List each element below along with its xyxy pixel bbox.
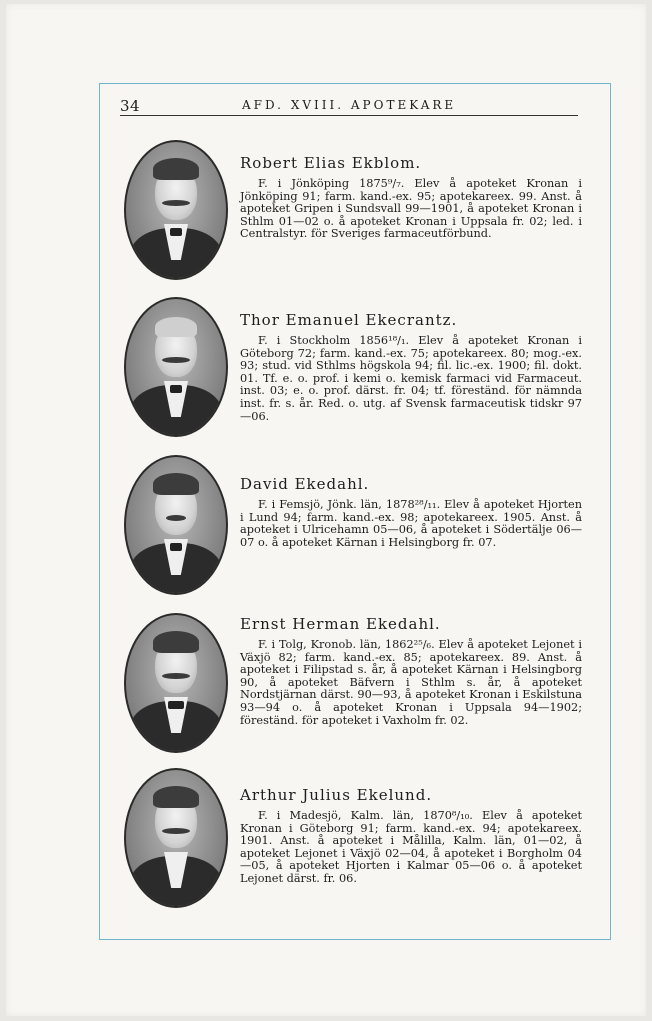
page-header: [120, 95, 578, 116]
person-biography: F. i Jönköping 1875⁹/₇. Elev å apoteket Kronan i Jönköping 91; farm. kand.-ex. 95; apotekareex. 99. Anst. å apoteket Gripen i Sundsvall 99—1901, å apoteket Kronan i Sthlm 01—02 o. å apoteket Kronan i Uppsala fr. 02; led. i Centralstyr. för Sveriges farmaceutförbund.: [240, 177, 582, 241]
portrait-photo: [124, 768, 228, 908]
person-biography: F. i Femsjö, Jönk. län, 1878²⁸/₁₁. Elev å apoteket Hjorten i Lund 94; farm. kand.-ex. 98; apotekareex. 1905. Anst. å apoteket i Ulricehamn 05—06, å apoteket i Södertälje 06—07 o. å apoteket Kärnan i Helsingborg fr. 07.: [240, 498, 582, 549]
person-biography: F. i Madesjö, Kalm. län, 1870⁸/₁₀. Elev å apoteket Kronan i Göteborg 91; farm. kand.-ex. 94; apotekareex. 1901. Anst. å apoteket i Målilla, Kalm. län, 01—02, å apoteket Lejonet i Växjö 02—04, å apoteket i Borgholm 04—05, å apoteket Hjorten i Kalmar 05—06 o. å apoteket Lejonet därst. fr. 06.: [240, 809, 582, 885]
page-number: 34: [120, 97, 141, 115]
person-biography: F. i Stockholm 1856¹⁸/₁. Elev å apoteket Kronan i Göteborg 72; farm. kand.-ex. 75; apotekareex. 80; mog.-ex. 93; stud. vid Sthlms högskola 94; fil. lic.-ex. 1900; fil. dokt. 01. Tf. e. o. prof. i kemi o. kemisk farmaci vid Farmaceut. inst. 03; e. o. prof. därst. fr. 04; tf. föreständ. för nämnda inst. fr. s. år. Red. o. utg. af Svensk farmaceutisk tidskr 97—06.: [240, 334, 582, 423]
portrait-photo: [124, 455, 228, 595]
person-name: Thor Emanuel Ekecrantz.: [240, 311, 458, 329]
portrait-photo: [124, 613, 228, 753]
person-name: Ernst Herman Ekedahl.: [240, 615, 441, 633]
person-name: Arthur Julius Ekelund.: [240, 786, 433, 804]
portrait-photo: [124, 140, 228, 280]
person-name: David Ekedahl.: [240, 475, 370, 493]
portrait-photo: [124, 297, 228, 437]
book-page: [6, 4, 646, 1016]
running-head: AFD. XVIII. APOTEKARE: [242, 98, 457, 112]
person-biography: F. i Tolg, Kronob. län, 1862²⁵/₆. Elev å apoteket Lejonet i Växjö 82; farm. kand.-ex. 85; apotekareex. 89. Anst. å apoteket i Filipstad s. år, å apoteket Kärnan i Helsingborg 90, å apoteket Bäfvern i Sthlm s. år, å apoteket Nordstjärnan därst. 90—93, å apoteket Kronan i Eskilstuna 93—94 o. å apoteket Kronan i Uppsala 94—1902; föreständ. för apoteket i Vaxholm fr. 02.: [240, 638, 582, 727]
person-name: Robert Elias Ekblom.: [240, 154, 422, 172]
